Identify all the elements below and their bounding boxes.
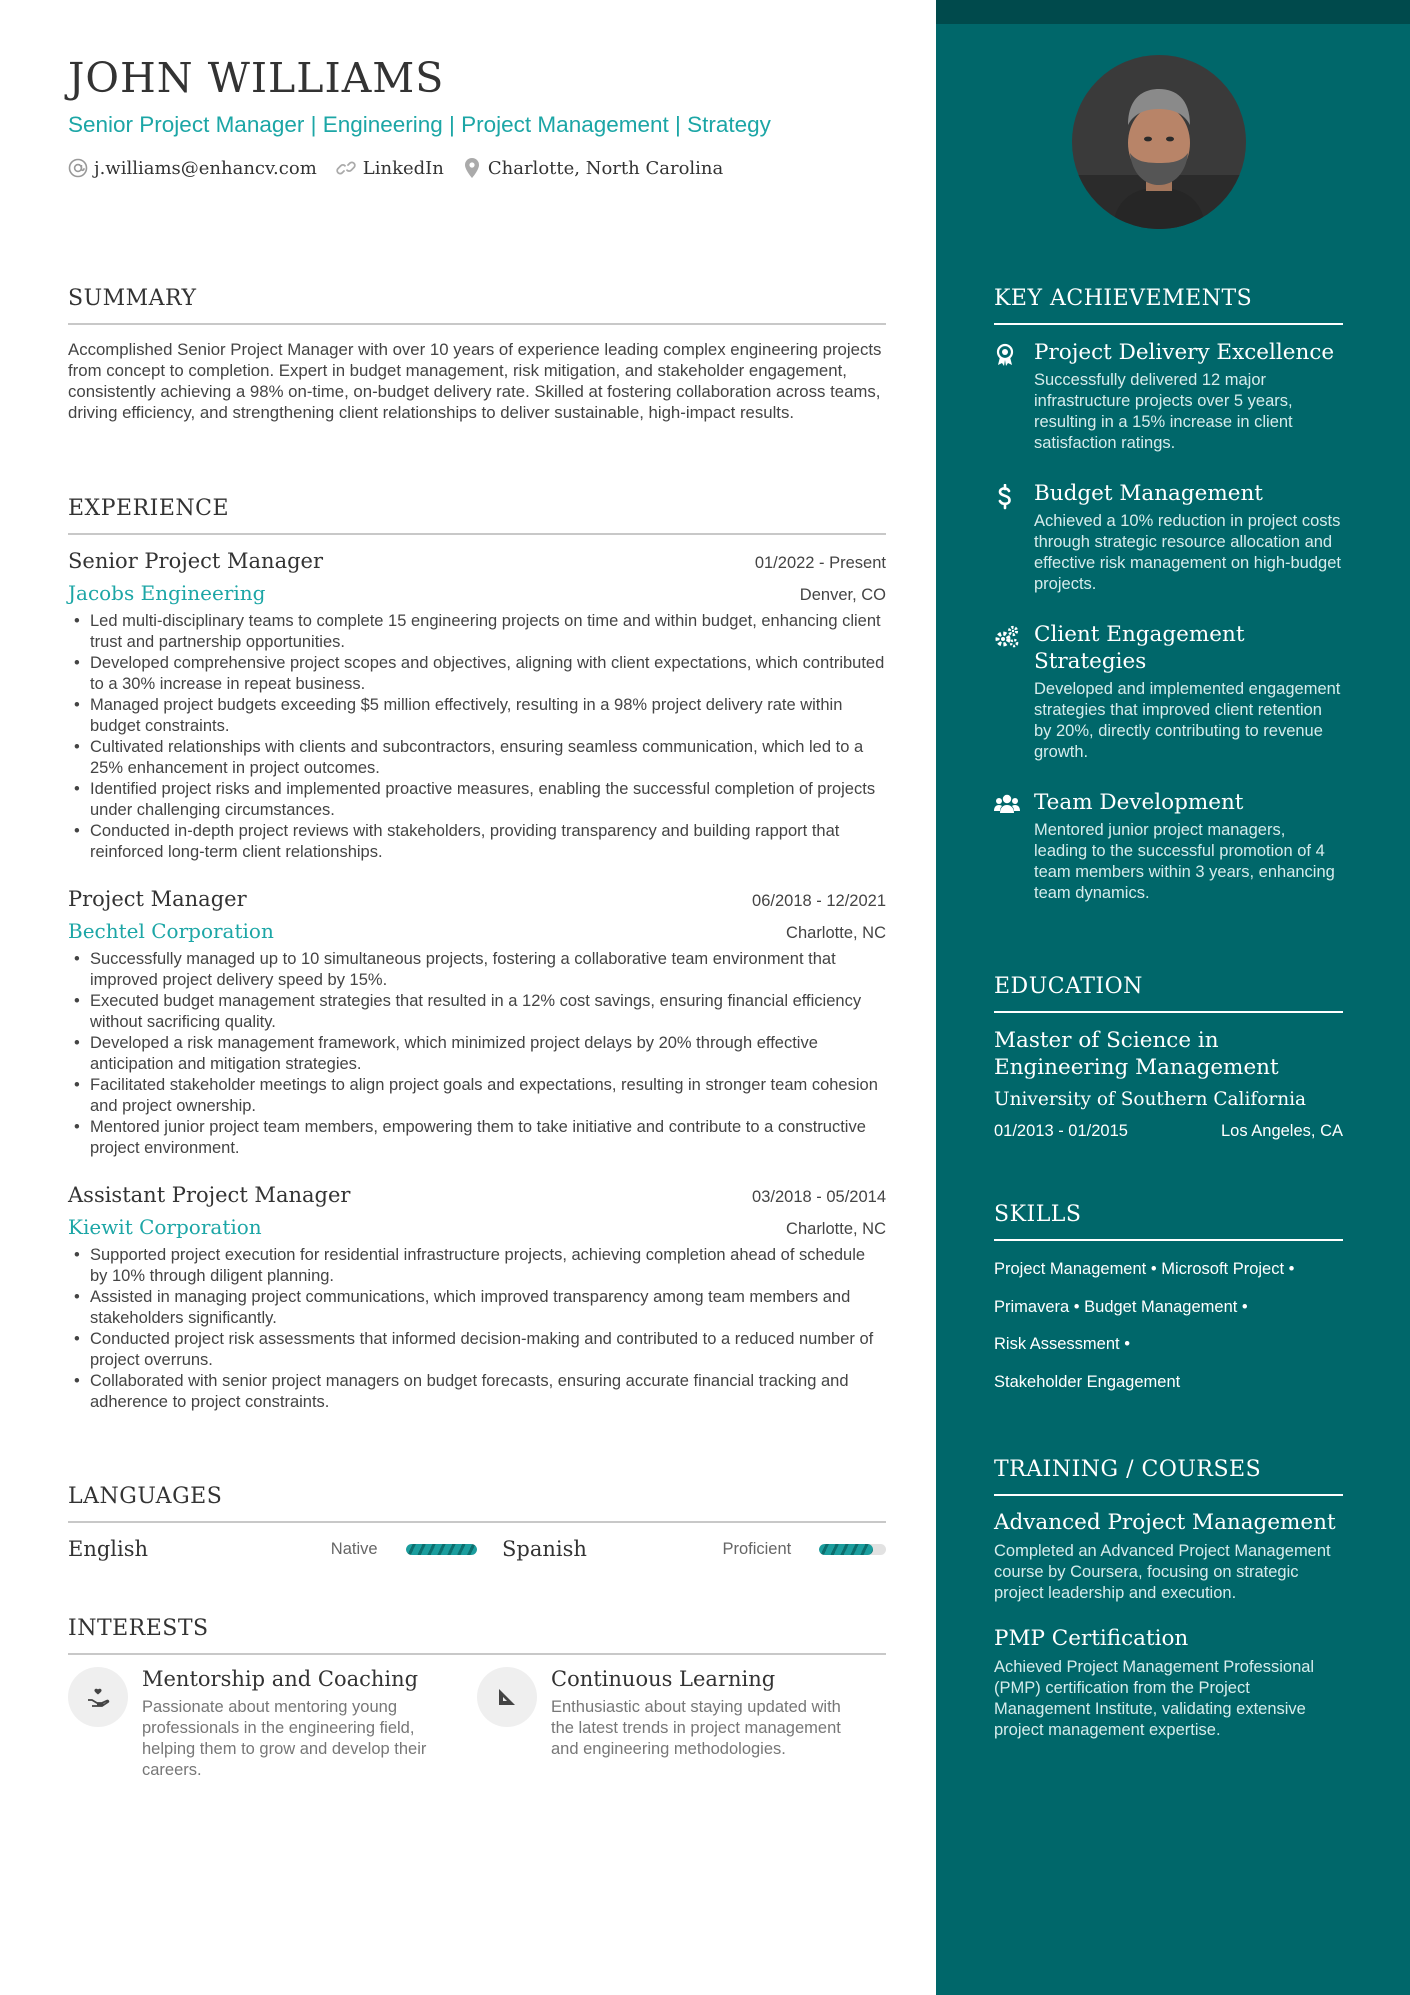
job-location: Charlotte, NC [786, 924, 886, 942]
job-company: Bechtel Corporation [68, 919, 274, 943]
education-degree: Master of Science in Engineering Management [994, 1028, 1279, 1080]
achievement-title: Project Delivery Excellence [1034, 340, 1335, 365]
training-heading: TRAINING / COURSES [994, 1457, 1343, 1496]
achievement-item [994, 339, 1343, 454]
language-item [477, 1537, 886, 1561]
email-contact[interactable] [68, 158, 317, 179]
education-section [994, 974, 1343, 1141]
job-dates: 03/2018 - 05/2014 [752, 1188, 886, 1206]
link-icon [335, 158, 357, 178]
set-square-icon [477, 1667, 537, 1727]
interest-description: Enthusiastic about staying updated with the latest trends in project management and engineering methodologies. [551, 1698, 841, 1758]
achievement-item [994, 621, 1343, 763]
skills-list: Project Management • Microsoft Project • Primavera • Budget Management • Risk Assessment • Stakeholder Engagement [994, 1260, 1295, 1391]
achievement-title: Client Engagement Strategies [1034, 622, 1245, 674]
training-section [994, 1457, 1343, 1741]
at-sign-icon [68, 158, 88, 178]
achievement-title: Team Development [1034, 790, 1244, 815]
contact-row [68, 157, 741, 179]
skill-item: Project Management [994, 1260, 1147, 1278]
job-bullet: • Executed budget management strategies that resulted in a 12% cost savings, ensuring financial efficiency without sacrificing quality. [68, 991, 886, 1033]
experience-section [68, 496, 886, 1413]
award-icon [994, 339, 1018, 454]
job-bullet: • Led multi-disciplinary teams to complete 15 engineering projects on time and within budget, enhancing client trust and partnership opportunities. [68, 611, 886, 653]
interests-heading: INTERESTS [68, 1616, 886, 1655]
language-item [68, 1537, 477, 1561]
course-title: PMP Certification [994, 1626, 1189, 1651]
summary-text: Accomplished Senior Project Manager with over 10 years of experience leading complex engineering projects from concept to completion. Expert in budget management, risk mitigation, and stakeholder engagement, consistently achieving a 98% on-time, on-budget delivery rate. Skilled at fostering collaboration across teams, driving efficiency, and strengthening client relationships to deliver sustainable, high-impact results. [68, 340, 882, 422]
job-bullet: • Conducted in-depth project reviews with stakeholders, providing transparency and building rapport that reinforced long-term client relationships. [68, 821, 886, 863]
skill-item: Stakeholder Engagement [994, 1372, 1181, 1391]
language-bar [819, 1544, 886, 1555]
achievement-description: Achieved a 10% reduction in project costs through strategic resource allocation and effective risk management on high-budget projects. [1034, 512, 1341, 593]
languages-section [68, 1484, 886, 1561]
achievements-heading: KEY ACHIEVEMENTS [994, 286, 1343, 325]
profile-photo [1072, 55, 1246, 229]
achievement-item [994, 789, 1343, 904]
language-name: Spanish [502, 1537, 587, 1561]
map-pin-icon [462, 157, 482, 179]
interest-item [68, 1667, 477, 1781]
course-item [994, 1626, 1343, 1741]
interests-section [68, 1616, 886, 1781]
job-location: Denver, CO [799, 586, 886, 604]
job-company: Jacobs Engineering [68, 581, 266, 605]
job-bullet: • Successfully managed up to 10 simultaneous projects, fostering a collaborative team environment that improved project delivery speed by 15%. [68, 949, 886, 991]
education-dates: 01/2013 - 01/2015 [994, 1122, 1128, 1140]
skill-item: Risk Assessment [994, 1335, 1120, 1353]
job-title: Assistant Project Manager [68, 1183, 351, 1207]
gears-icon [994, 621, 1018, 763]
language-level: Proficient [722, 1539, 792, 1558]
experience-heading: EXPERIENCE [68, 496, 886, 535]
language-name: English [68, 1537, 149, 1561]
education-location: Los Angeles, CA [1221, 1122, 1343, 1140]
education-school: University of Southern California [994, 1089, 1307, 1110]
job-bullet: • Developed comprehensive project scopes and objectives, aligning with client expectations, which contributed to a 30% increase in repeat business. [68, 653, 886, 695]
job-bullets [68, 949, 886, 1159]
users-icon [994, 789, 1018, 904]
sidebar-top-bar [936, 0, 1410, 24]
language-bar-fill [819, 1544, 872, 1555]
job-bullets [68, 1245, 886, 1413]
job-bullet: • Assisted in managing project communications, which improved transparency among team members and stakeholders significantly. [68, 1287, 886, 1329]
skill-item: Budget Management [1084, 1297, 1238, 1316]
languages-heading: LANGUAGES [68, 1484, 886, 1523]
job-title: Senior Project Manager [68, 549, 324, 573]
course-item [994, 1510, 1343, 1604]
job-entry [68, 549, 886, 863]
email-text[interactable]: j.williams@enhancv.com [94, 157, 317, 179]
job-bullet: • Mentored junior project team members, empowering them to take initiative and contribute to a constructive project environment. [68, 1117, 886, 1159]
education-heading: EDUCATION [994, 974, 1343, 1013]
job-dates: 06/2018 - 12/2021 [752, 892, 886, 910]
job-bullet: • Managed project budgets exceeding $5 million effectively, resulting in a 98% project delivery rate within budget constraints. [68, 695, 886, 737]
candidate-name: JOHN WILLIAMS [68, 54, 445, 102]
course-description: Completed an Advanced Project Management course by Coursera, focusing on strategic project leadership and execution. [994, 1542, 1331, 1602]
skills-heading: SKILLS [994, 1202, 1343, 1241]
interest-description: Passionate about mentoring young professionals in the engineering field, helping them to grow and develop their careers. [142, 1698, 427, 1779]
language-bar [406, 1544, 477, 1555]
interest-title: Mentorship and Coaching [142, 1667, 419, 1691]
linkedin-contact[interactable] [335, 158, 444, 179]
language-bar-fill [406, 1544, 477, 1555]
job-bullets [68, 611, 886, 863]
achievement-item [994, 480, 1343, 595]
achievement-description: Developed and implemented engagement strategies that improved client retention by 20%, directly contributing to revenue growth. [1034, 680, 1341, 761]
achievement-description: Mentored junior project managers, leading to the successful promotion of 4 team members within 3 years, enhancing team dynamics. [1034, 821, 1335, 902]
skills-section [994, 1202, 1343, 1401]
job-dates: 01/2022 - Present [754, 554, 886, 572]
job-entry [68, 887, 886, 1159]
skill-item: Microsoft Project [1161, 1260, 1285, 1278]
course-title: Advanced Project Management [994, 1510, 1336, 1535]
achievement-title: Budget Management [1034, 481, 1263, 506]
job-bullet: • Cultivated relationships with clients and subcontractors, ensuring seamless communication, which led to a 25% enhancement in project outcomes. [68, 737, 886, 779]
job-location: Charlotte, NC [786, 1220, 886, 1238]
job-bullet: • Developed a risk management framework, which minimized project delays by 20% through effective anticipation and mitigation strategies. [68, 1033, 886, 1075]
summary-heading: SUMMARY [68, 286, 886, 325]
job-title: Project Manager [68, 887, 247, 911]
job-entry [68, 1183, 886, 1413]
job-bullet: • Supported project execution for residential infrastructure projects, achieving completion ahead of schedule by 10% through diligent planning. [68, 1245, 886, 1287]
location-text: Charlotte, North Carolina [487, 157, 724, 179]
interest-item [477, 1667, 886, 1781]
dollar-icon [994, 480, 1018, 595]
job-bullet: • Identified project risks and implemented proactive measures, enabling the successful completion of projects under challenging circumstances. [68, 779, 886, 821]
linkedin-text[interactable]: LinkedIn [362, 157, 444, 179]
job-bullet: • Collaborated with senior project managers on budget forecasts, ensuring accurate financial tracking and adherence to project constraints. [68, 1371, 886, 1413]
interest-title: Continuous Learning [551, 1667, 776, 1691]
hand-heart-icon [68, 1667, 128, 1727]
achievements-section [994, 286, 1343, 904]
skill-item: Primavera [994, 1297, 1070, 1316]
location-contact [462, 157, 723, 179]
job-bullet: • Facilitated stakeholder meetings to align project goals and expectations, resulting in stronger team cohesion and project ownership. [68, 1075, 886, 1117]
job-bullet: • Conducted project risk assessments that informed decision-making and contributed to a reduced number of project overruns. [68, 1329, 886, 1371]
headline: Senior Project Manager | Engineering | Project Management | Strategy [68, 112, 771, 137]
summary-section [68, 286, 886, 423]
course-description: Achieved Project Management Professional (PMP) certification from the Project Management Institute, validating extensive project management expertise. [994, 1658, 1315, 1739]
language-level: Native [330, 1539, 378, 1558]
job-company: Kiewit Corporation [68, 1215, 262, 1239]
achievement-description: Successfully delivered 12 major infrastructure projects over 5 years, resulting in a 15% increase in client satisfaction ratings. [1034, 371, 1293, 452]
